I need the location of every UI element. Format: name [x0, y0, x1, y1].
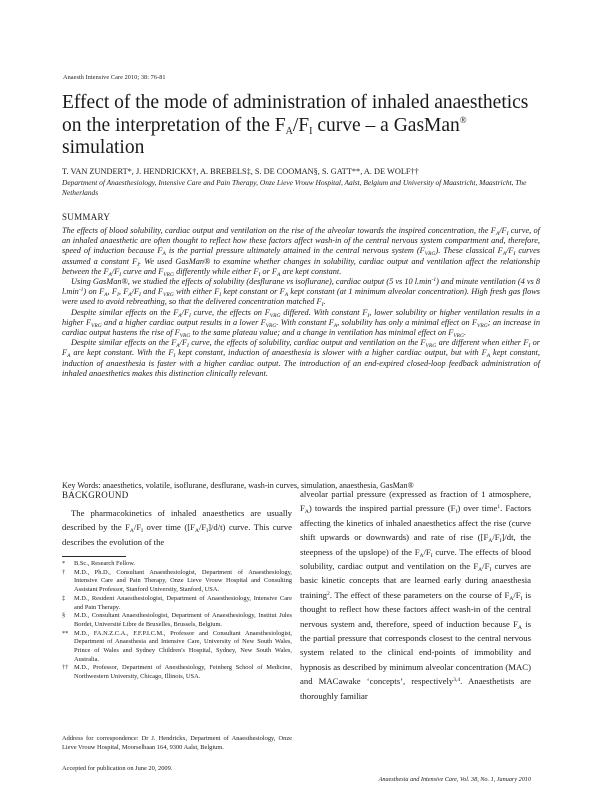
footnote: [62, 630, 292, 665]
summary-paragraph: The effects of blood solubility, cardiac output and ventilation on the rise of the alveolar towards the inspired concentration, the $F_A/F_I$ curve, of an inhaled anaesthetic are often thought to reflect how these factors affect wash-in of the central nervous system compartment and, therefore, speed of induction because $F_A$ is the partial pressure ultimately attained in the central nervous system $(F_{VRG})$. These classical $F_A/F_I$ curves assumed a constant $F_I$. We used GasMan® to examine whether changes in solubility, cardiac output and ventilation affect the relationship between the $F_A/F_I$ curve and $F_{VRG}$ differently while either $F_I$ or $F_A$ are kept constant.: [62, 226, 540, 278]
footnote-text: M.D., FA.N.Z.C.A., F.F.P.I.C.M., Professor and Consultant Anaesthesiologist, Department of Anaesthesia and Intensive Care, University of New South Wales, Prince of Wales and Sydney Children's Hospital, Sydney, New South Wales, Australia.: [74, 629, 292, 663]
summary-paragraph: Using GasMan®, we studied the effects of solubility (desflurane vs isoflurane), cardiac output (5 vs 10 $l.\min^{-1}$) and minute ventilation (4 vs 8 $l.\min^{-1}$) on $F_A$, $F_I$, $F_A/F_I$ and $F_{VRG}$ with either $F_I$ kept constant or $F_A$ kept constant (at 1 minimum alveolar concentration). High fresh gas flows were used to avoid rebreathing, so that the delivered concentration matched $F_I$.: [62, 277, 541, 309]
footnote-mark: ††: [62, 664, 69, 672]
footnote-text: M.D., Professor, Department of Anesthesiology, Feinberg School of Medicine, Northwestern University, Chicago, Illinois, USA.: [74, 664, 292, 681]
footnote-mark: §: [62, 612, 66, 620]
summary-paragraph: Despite similar effects on the $F_A/F_I$ curve, the effects on $F_{VRG}$ differed. With constant $F_I$, lower solubility or higher ventilation results in a higher $F_{VRG}$ and a higher cardiac output results in a lower $F_{VRG}$. With constant $F_A$, solubility has only a minimal effect on $F_{VRG}$; an increase in cardiac output hastens the rise of $F_{VRG}$ to the same plateau value; and a change in ventilation has minimal effect on $F_{VRG}$.: [62, 307, 540, 340]
background-heading: BACKGROUND: [62, 490, 129, 500]
accepted-date: Accepted for publication on June 20, 2009.: [62, 765, 173, 772]
footnote-mark: **: [62, 629, 69, 637]
footnotes: [62, 560, 292, 682]
article-title: Effect of the mode of administration of inhaled anaesthetics on the interpretation of the $F_A/F_I$ curve – a GasMan® simulation: [62, 92, 529, 158]
footnote-text: M.D., Resident Anaesthesiologist, Department of Anaesthesiology, Intensive Care and Pain Therapy.: [74, 594, 292, 611]
footnote-mark: ‡: [62, 594, 66, 602]
summary-paragraph: Despite similar effects on the $F_A/F_I$ curve, the effects of solubility, cardiac output and ventilation on the $F_{VRG}$ are different when either $F_I$ or $F_A$ are kept constant. With the $F_I$ kept constant, induction of anaesthesia is slower with a higher cardiac output, but with $F_A$ kept constant, induction of anaesthesia is faster with a higher cardiac output. The introduction of an end-expired closed-loop feedback administration of inhaled anaesthetics makes this distinction clinically relevant.: [62, 338, 541, 378]
footer-journal-reference: Anaesthesia and Intensive Care, Vol. 38, No. 1, January 2010: [378, 776, 531, 783]
keywords-text: anaesthetics, volatile, isoflurane, desflurane, wash-in curves, simulation, anaesthesia, GasMan®: [100, 481, 414, 490]
left-column: [62, 490, 292, 549]
footnote: [62, 612, 292, 629]
footnote: [62, 569, 292, 595]
footnote: [62, 595, 292, 612]
footnote-rule: [62, 556, 126, 557]
footnote: [62, 560, 292, 569]
correspondence-address: Address for correspondence: Dr J. Hendrickx, Department of Anaesthesiology, Onze Lieve Vrouw Hospital, Moorselbaan 164, 9300 Aalst, Belgium.: [62, 735, 292, 751]
author-list: T. VAN ZUNDERT*, J. HENDRICKX†, A. BREBELS‡, S. DE COOMAN§, S. GATT**, A. DE WOLF††: [62, 167, 419, 176]
footnote-mark: *: [62, 560, 66, 567]
summary-abstract: [62, 226, 540, 379]
footnote-text: B.Sc., Research Fellow.: [74, 560, 135, 567]
journal-reference: Anaesth Intensive Care 2010; 38: 76-81: [63, 74, 166, 81]
footnote-text: M.D., Ph.D., Consultant Anaesthesiologist, Department of Anaesthesiology, Intensive Care and Pain Therapy, Onze Lieve Vrouw Hospital and Consulting Assistant Professor, Stanford University, Stanford, USA.: [74, 568, 292, 594]
keywords-label: Key Words:: [62, 481, 101, 490]
footnote: [62, 664, 292, 681]
background-text: The pharmacokinetics of inhaled anaesthetics are usually described by the $F_A/F_I$ over time $([F_A/F_I]/d/t)$ curve. This curve describes the evolution of the: [62, 508, 292, 547]
summary-heading: SUMMARY: [62, 212, 111, 222]
footnote-mark: †: [62, 568, 66, 576]
footnote-text: M.D., Consultant Anaesthesiologist, Department of Anaesthesiology, Institut Jules Bordet, Université Libre de Bruxelles, Brussels, Belgium.: [74, 612, 292, 628]
right-column-text: alveolar partial pressure (expressed as fraction of 1 atmosphere, $F_A$) towards the inspired partial pressure $(F_I)$ over time$^1$. Factors affecting the kinetics of inhaled anaesthetics affect the rise (curve shift upwards or downwards) and rate of rise ($[F_A/F_I]/dt$, the steepness of the upslope) of the $F_A/F_I$ curve. The effects of blood solubility, cardiac output and ventilation on the $F_A/F_I$ curves are basic kinetic concepts that are learned early during anaesthesia training$^2$. The effect of these parameters on the course of $F_A/F_I$ is thought to reflect how these factors affect wash-in of the central nervous system and, therefore, speed of induction because $F_A$ is the partial pressure that corresponds closest to the central nervous system related to the clinical end-points of immobility and hypnosis as described by minimum alveolar concentration (MAC) and MACawake ‘concepts’, respectively$^{3,4}$. Anaesthetists are thoroughly familiar: [300, 489, 532, 701]
affiliation: Department of Anaesthesiology, Intensive Care and Pain Therapy, Onze Lieve Vrouw Hospital, Aalst, Belgium and University of Maastricht, Maastricht, The Netherlands: [62, 178, 527, 197]
